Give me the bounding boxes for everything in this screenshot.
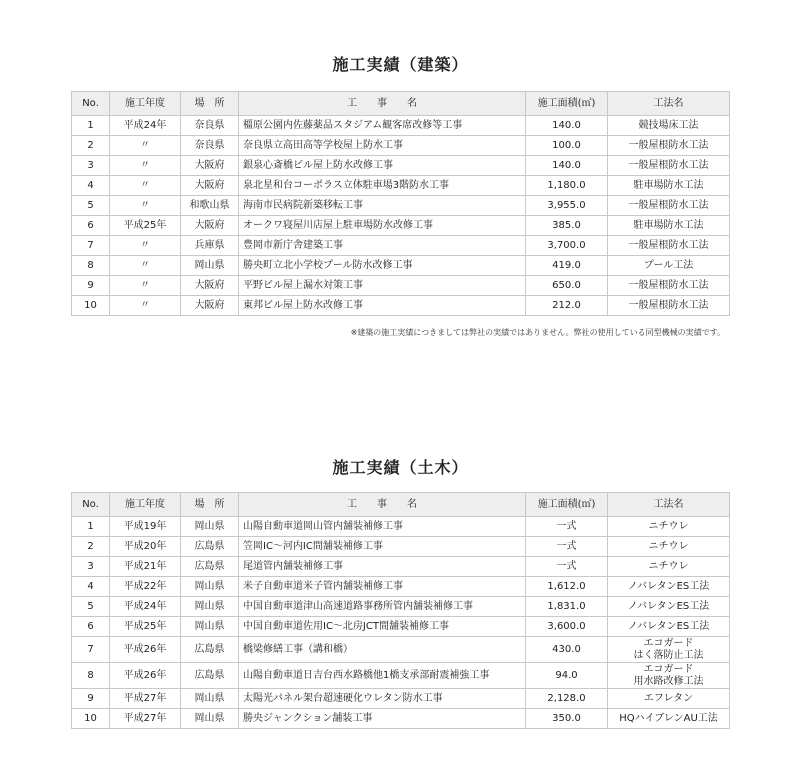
section-title-civil: 施工実績（土木） (332, 458, 469, 477)
cell-name: 平野ビル屋上漏水対策工事 (239, 276, 526, 296)
cell-method: 競技場床工法 (608, 116, 730, 136)
cell-no: 5 (72, 196, 110, 216)
cell-area: 3,600.0 (526, 617, 608, 637)
col-header-name: 工 事 名 (239, 92, 526, 116)
cell-area: 94.0 (526, 663, 608, 689)
architecture-table (71, 91, 730, 316)
table-row (72, 176, 730, 196)
cell-year: 平成20年 (110, 537, 181, 557)
cell-method: ノバレタンES工法 (608, 597, 730, 617)
section-title-architecture: 施工実績（建築） (332, 55, 469, 74)
cell-place: 大阪府 (181, 156, 239, 176)
cell-year: 〃 (110, 156, 181, 176)
cell-method: ノバレタンES工法 (608, 617, 730, 637)
cell-name: 橋梁修繕工事（講和橋） (239, 637, 526, 663)
cell-year: 平成27年 (110, 709, 181, 729)
cell-name: 中国自動車道佐用IC～北房JCT間舗装補修工事 (239, 617, 526, 637)
cell-year: 平成25年 (110, 216, 181, 236)
cell-year: 〃 (110, 176, 181, 196)
cell-place: 広島県 (181, 557, 239, 577)
cell-name: 山陽自動車道日吉台西水路橋他1橋支承部耐震補強工事 (239, 663, 526, 689)
cell-name: 尾道管内舗装補修工事 (239, 557, 526, 577)
cell-name: オークワ寝屋川店屋上駐車場防水改修工事 (239, 216, 526, 236)
table-row (72, 689, 730, 709)
cell-year: 〃 (110, 296, 181, 316)
cell-place: 奈良県 (181, 136, 239, 156)
cell-name: 勝央町立北小学校プール防水改修工事 (239, 256, 526, 276)
cell-name: 海南市民病院新築移転工事 (239, 196, 526, 216)
col-header-method: 工法名 (608, 493, 730, 517)
cell-method: エフレタン (608, 689, 730, 709)
cell-no: 9 (72, 276, 110, 296)
cell-name: 中国自動車道津山高速道路事務所管内舗装補修工事 (239, 597, 526, 617)
cell-area: 212.0 (526, 296, 608, 316)
col-header-no: No. (72, 493, 110, 517)
cell-place: 広島県 (181, 663, 239, 689)
cell-no: 1 (72, 517, 110, 537)
cell-area: 1,612.0 (526, 577, 608, 597)
cell-name: 泉北星和台コーポラス立体駐車場3階防水工事 (239, 176, 526, 196)
cell-name: 太陽光パネル架台超速硬化ウレタン防水工事 (239, 689, 526, 709)
cell-no: 8 (72, 256, 110, 276)
table-row (72, 537, 730, 557)
cell-name: 勝央ジャンクション舗装工事 (239, 709, 526, 729)
cell-no: 3 (72, 557, 110, 577)
cell-year: 〃 (110, 196, 181, 216)
table-row (72, 196, 730, 216)
table-row (72, 709, 730, 729)
cell-no: 6 (72, 617, 110, 637)
cell-place: 兵庫県 (181, 236, 239, 256)
table-row (72, 256, 730, 276)
table-row (72, 156, 730, 176)
cell-place: 大阪府 (181, 176, 239, 196)
cell-year: 平成26年 (110, 663, 181, 689)
cell-name: 豊岡市新庁舎建築工事 (239, 236, 526, 256)
cell-no: 10 (72, 709, 110, 729)
cell-year: 平成21年 (110, 557, 181, 577)
cell-name: 米子自動車道米子管内舗装補修工事 (239, 577, 526, 597)
cell-area: 1,831.0 (526, 597, 608, 617)
cell-no: 4 (72, 577, 110, 597)
cell-year: 平成24年 (110, 597, 181, 617)
cell-year: 平成19年 (110, 517, 181, 537)
cell-place: 岡山県 (181, 517, 239, 537)
cell-year: 平成26年 (110, 637, 181, 663)
civil-header-row (72, 493, 730, 517)
cell-place: 岡山県 (181, 709, 239, 729)
cell-name: 東邦ビル屋上防水改修工事 (239, 296, 526, 316)
col-header-place: 場 所 (181, 493, 239, 517)
table-row (72, 637, 730, 663)
cell-method: エコガード はく落防止工法 (608, 637, 730, 663)
table-row (72, 557, 730, 577)
cell-area: 140.0 (526, 156, 608, 176)
cell-year: 平成22年 (110, 577, 181, 597)
architecture-header-row (72, 92, 730, 116)
cell-place: 広島県 (181, 637, 239, 663)
cell-area: 650.0 (526, 276, 608, 296)
cell-year: 〃 (110, 136, 181, 156)
cell-no: 1 (72, 116, 110, 136)
cell-no: 2 (72, 537, 110, 557)
cell-method: 駐車場防水工法 (608, 176, 730, 196)
cell-area: 430.0 (526, 637, 608, 663)
cell-area: 350.0 (526, 709, 608, 729)
cell-place: 岡山県 (181, 577, 239, 597)
cell-area: 一式 (526, 517, 608, 537)
table-row (72, 517, 730, 537)
cell-area: 385.0 (526, 216, 608, 236)
cell-name: 奈良県立高田高等学校屋上防水工事 (239, 136, 526, 156)
cell-place: 岡山県 (181, 597, 239, 617)
cell-no: 2 (72, 136, 110, 156)
cell-name: 山陽自動車道岡山管内舗装補修工事 (239, 517, 526, 537)
cell-area: 一式 (526, 557, 608, 577)
cell-year: 〃 (110, 236, 181, 256)
cell-method: 一般屋根防水工法 (608, 196, 730, 216)
cell-name: 橿原公園内佐藤薬品スタジアム観客席改修等工事 (239, 116, 526, 136)
cell-area: 419.0 (526, 256, 608, 276)
cell-place: 岡山県 (181, 689, 239, 709)
cell-year: 平成27年 (110, 689, 181, 709)
table-row (72, 617, 730, 637)
cell-method: ニチウレ (608, 537, 730, 557)
table-row (72, 276, 730, 296)
col-header-no: No. (72, 92, 110, 116)
cell-year: 〃 (110, 256, 181, 276)
cell-no: 8 (72, 663, 110, 689)
table-row (72, 116, 730, 136)
cell-place: 和歌山県 (181, 196, 239, 216)
cell-no: 5 (72, 597, 110, 617)
cell-no: 9 (72, 689, 110, 709)
cell-area: 3,700.0 (526, 236, 608, 256)
table-row (72, 216, 730, 236)
civil-table (71, 492, 730, 729)
cell-place: 奈良県 (181, 116, 239, 136)
cell-area: 100.0 (526, 136, 608, 156)
cell-year: 平成24年 (110, 116, 181, 136)
col-header-method: 工法名 (608, 92, 730, 116)
cell-method: プール工法 (608, 256, 730, 276)
col-header-name: 工 事 名 (239, 493, 526, 517)
cell-area: 2,128.0 (526, 689, 608, 709)
cell-no: 3 (72, 156, 110, 176)
cell-year: 〃 (110, 276, 181, 296)
cell-method: 一般屋根防水工法 (608, 236, 730, 256)
cell-method: ノバレタンES工法 (608, 577, 730, 597)
cell-place: 岡山県 (181, 256, 239, 276)
cell-method: 一般屋根防水工法 (608, 276, 730, 296)
cell-no: 6 (72, 216, 110, 236)
cell-place: 大阪府 (181, 296, 239, 316)
table-row (72, 663, 730, 689)
cell-method: 一般屋根防水工法 (608, 136, 730, 156)
cell-method: HQハイブレンAU工法 (608, 709, 730, 729)
col-header-year: 施工年度 (110, 92, 181, 116)
cell-method: 一般屋根防水工法 (608, 296, 730, 316)
cell-place: 大阪府 (181, 276, 239, 296)
cell-area: 一式 (526, 537, 608, 557)
col-header-place: 場 所 (181, 92, 239, 116)
cell-place: 岡山県 (181, 617, 239, 637)
col-header-year: 施工年度 (110, 493, 181, 517)
cell-method: ニチウレ (608, 557, 730, 577)
cell-area: 1,180.0 (526, 176, 608, 196)
table-row (72, 296, 730, 316)
table-row (72, 597, 730, 617)
cell-method: ニチウレ (608, 517, 730, 537)
cell-year: 平成25年 (110, 617, 181, 637)
table-row (72, 577, 730, 597)
cell-name: 笠岡IC～河内IC間舗装補修工事 (239, 537, 526, 557)
cell-no: 7 (72, 637, 110, 663)
cell-place: 広島県 (181, 537, 239, 557)
cell-method: 駐車場防水工法 (608, 216, 730, 236)
col-header-area: 施工面積(㎡) (526, 92, 608, 116)
cell-method: エコガード 用水路改修工法 (608, 663, 730, 689)
table-row (72, 136, 730, 156)
cell-no: 7 (72, 236, 110, 256)
cell-no: 10 (72, 296, 110, 316)
cell-no: 4 (72, 176, 110, 196)
cell-name: 銀泉心斎橋ビル屋上防水改修工事 (239, 156, 526, 176)
architecture-note: ※建築の施工実績につきましては弊社の実績ではありません。弊社の使用している同型機械の実績です。 (350, 328, 725, 337)
cell-place: 大阪府 (181, 216, 239, 236)
table-row (72, 236, 730, 256)
col-header-area: 施工面積(㎡) (526, 493, 608, 517)
cell-area: 140.0 (526, 116, 608, 136)
cell-area: 3,955.0 (526, 196, 608, 216)
cell-method: 一般屋根防水工法 (608, 156, 730, 176)
